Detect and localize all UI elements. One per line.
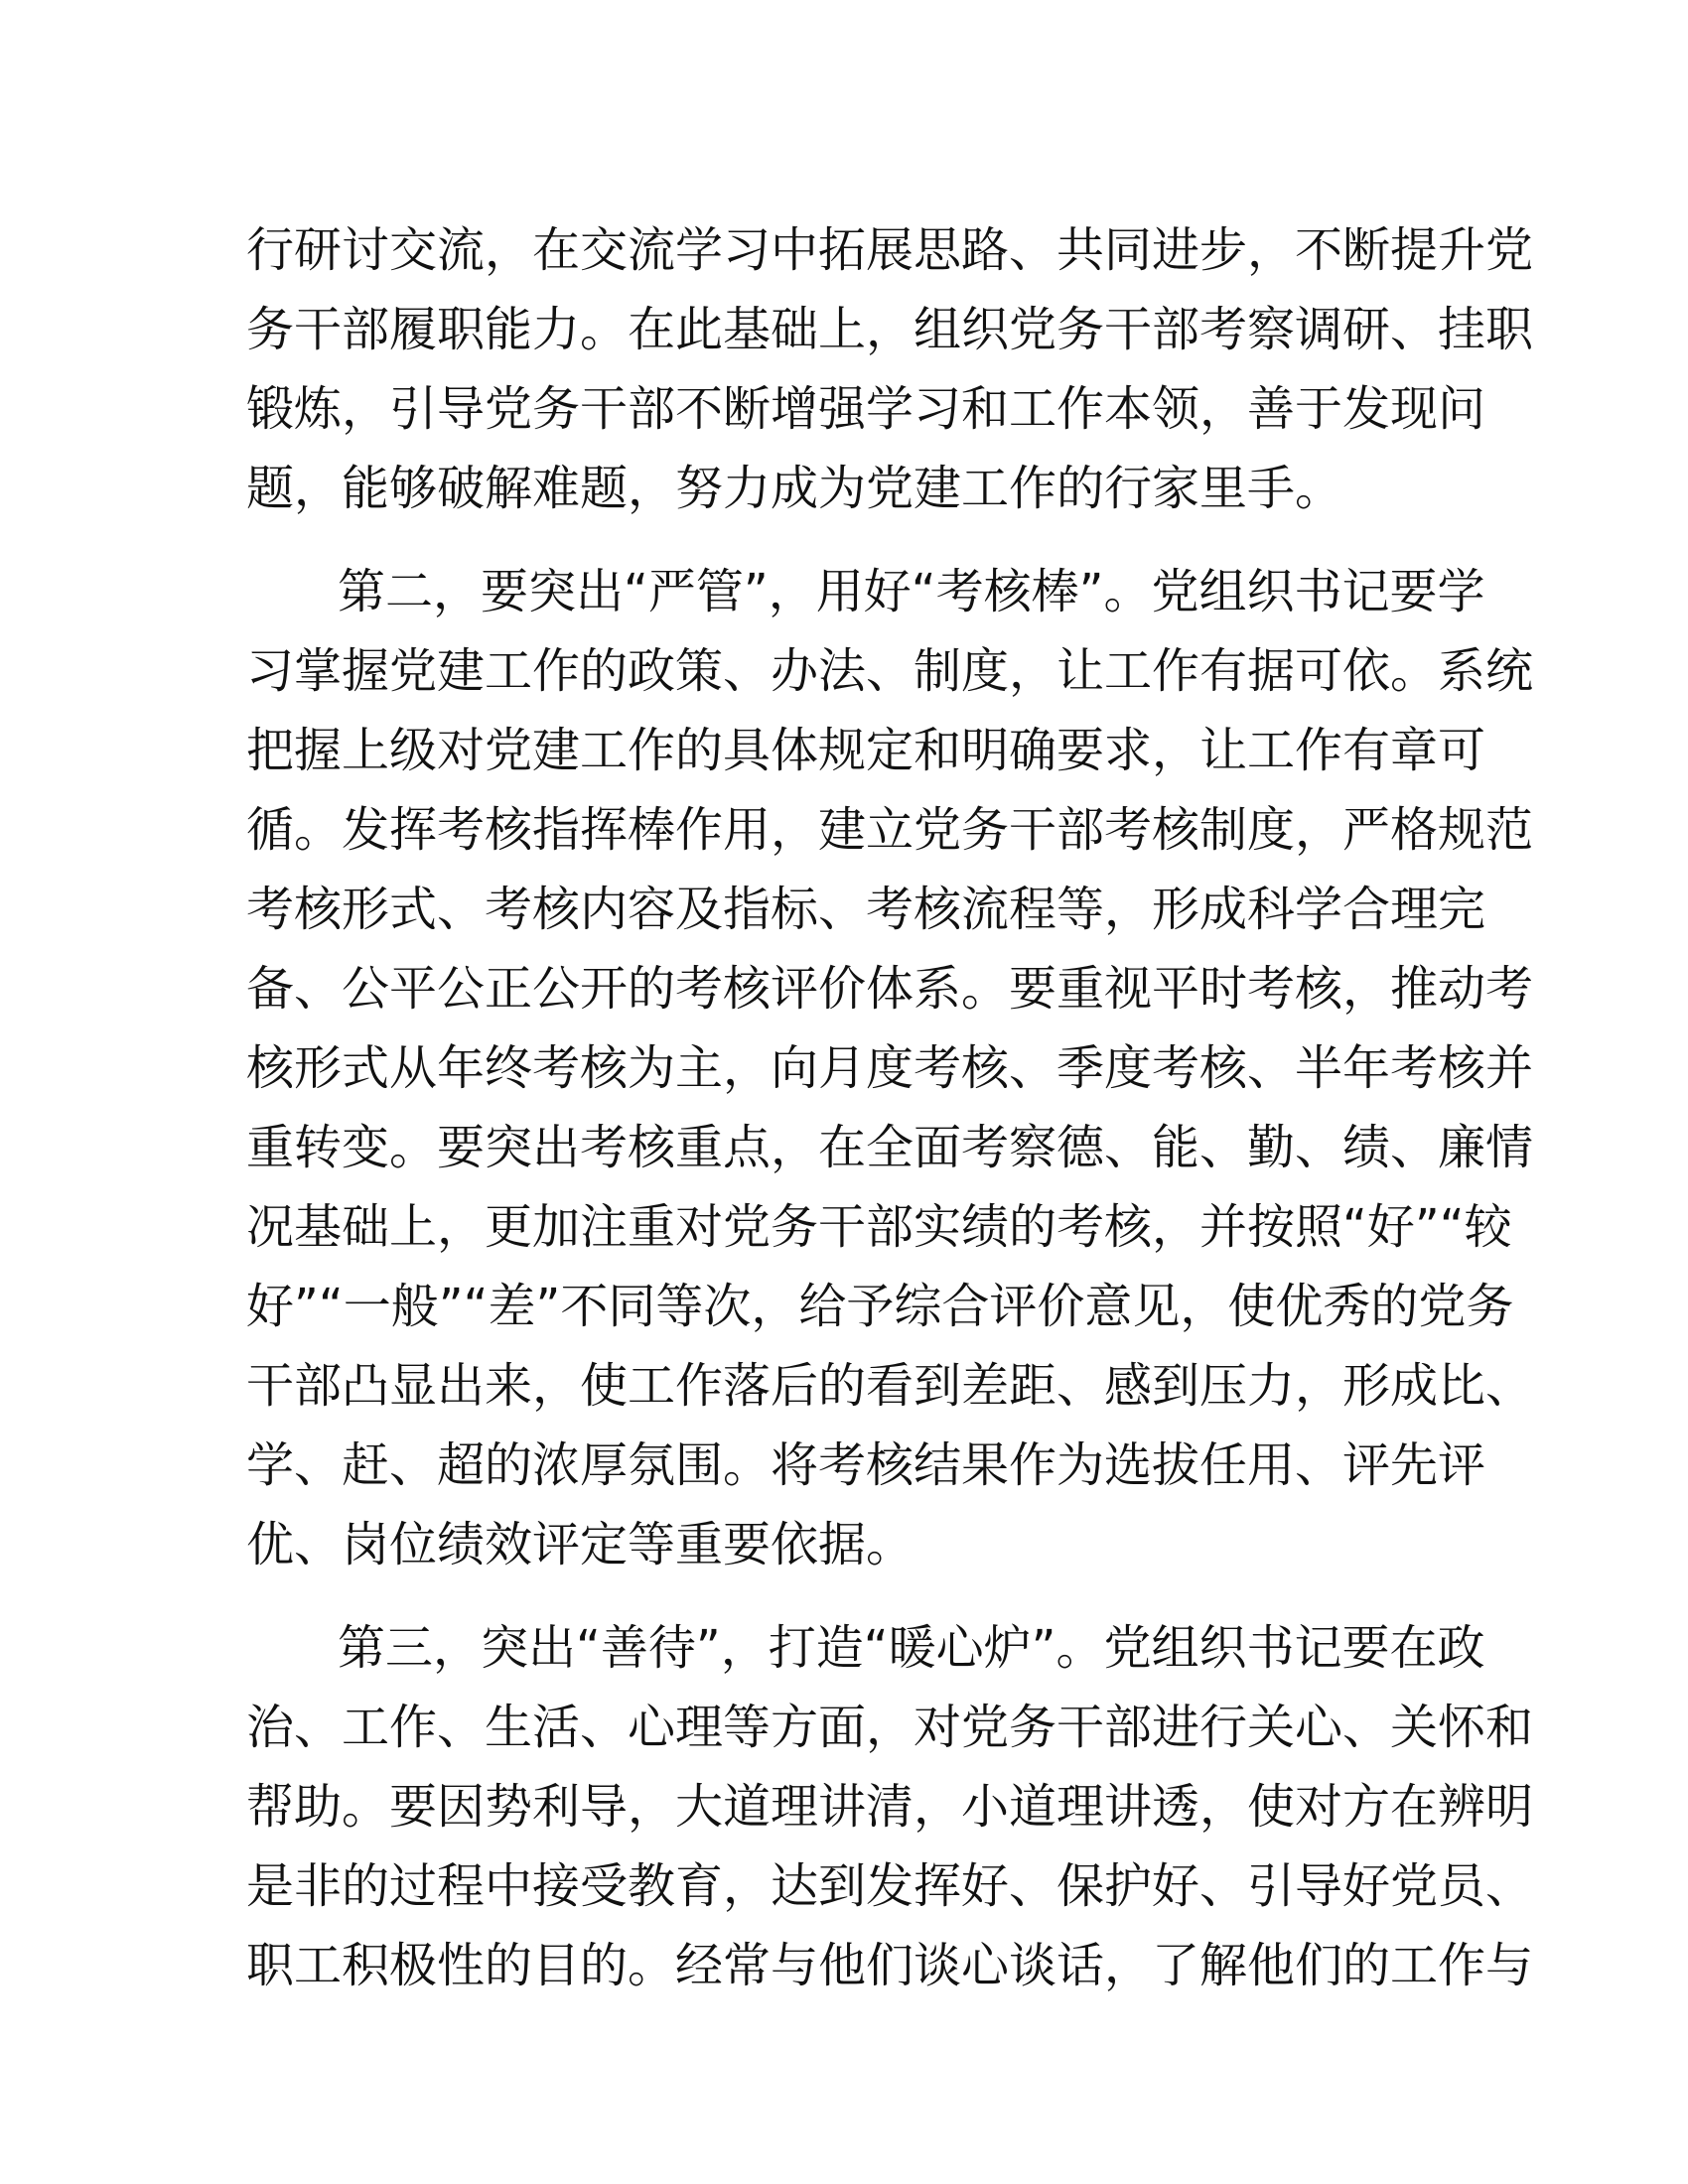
paragraph-1 xyxy=(246,210,1534,528)
text-line: 优、岗位绩效评定等重要依据。 xyxy=(246,1517,914,1572)
text-line: 锻炼，引导党务干部不断增强学习和工作本领，善于发现问 xyxy=(246,381,1486,437)
text-line: 职工积极性的目的。经常与他们谈心谈话，了解他们的工作与 xyxy=(246,1938,1534,1993)
text-line: 干部凸显出来，使工作落后的看到差距、感到压力，形成比、 xyxy=(246,1358,1534,1414)
paragraph-spacer xyxy=(246,1584,1438,1608)
text-line: 备、公平公正公开的考核评价体系。要重视平时考核，推动考 xyxy=(246,961,1534,1017)
text-line: 重转变。要突出考核重点，在全面考察德、能、勤、绩、廉情 xyxy=(246,1120,1534,1175)
text-line: 核形式从年终考核为主，向月度考核、季度考核、半年考核并 xyxy=(246,1040,1534,1096)
text-line: 第二，要突出“严管”，用好“考核棒”。党组织书记要学 xyxy=(338,564,1485,619)
text-line: 学、赶、超的浓厚氛围。将考核结果作为选拔任用、评先评 xyxy=(246,1437,1486,1493)
paragraph-spacer xyxy=(246,528,1438,552)
text-line: 把握上级对党建工作的具体规定和明确要求，让工作有章可 xyxy=(246,723,1486,778)
text-line: 第三，突出“善待”，打造“暖心炉”。党组织书记要在政 xyxy=(338,1620,1485,1676)
text-line: 帮助。要因势利导，大道理讲清，小道理讲透，使对方在辨明 xyxy=(246,1779,1534,1835)
text-line: 况基础上，更加注重对党务干部实绩的考核，并按照“好”“较 xyxy=(246,1199,1512,1255)
paragraph-2 xyxy=(246,552,1534,1584)
text-line: 习掌握党建工作的政策、办法、制度，让工作有据可依。系统 xyxy=(246,643,1534,699)
document-body xyxy=(246,210,1534,2005)
text-line: 题，能够破解难题，努力成为党建工作的行家里手。 xyxy=(246,461,1343,516)
text-line: 循。发挥考核指挥棒作用，建立党务干部考核制度，严格规范 xyxy=(246,802,1534,858)
text-line: 考核形式、考核内容及指标、考核流程等，形成科学合理完 xyxy=(246,882,1486,937)
text-line: 好”“一般”“差”不同等次，给予综合评价意见，使优秀的党务 xyxy=(246,1279,1514,1334)
text-line: 治、工作、生活、心理等方面，对党务干部进行关心、关怀和 xyxy=(246,1700,1534,1755)
paragraph-3 xyxy=(246,1608,1534,2005)
text-line: 务干部履职能力。在此基础上，组织党务干部考察调研、挂职 xyxy=(246,302,1534,357)
text-line: 是非的过程中接受教育，达到发挥好、保护好、引导好党员、 xyxy=(246,1858,1534,1914)
text-line: 行研讨交流，在交流学习中拓展思路、共同进步，不断提升党 xyxy=(246,222,1534,278)
